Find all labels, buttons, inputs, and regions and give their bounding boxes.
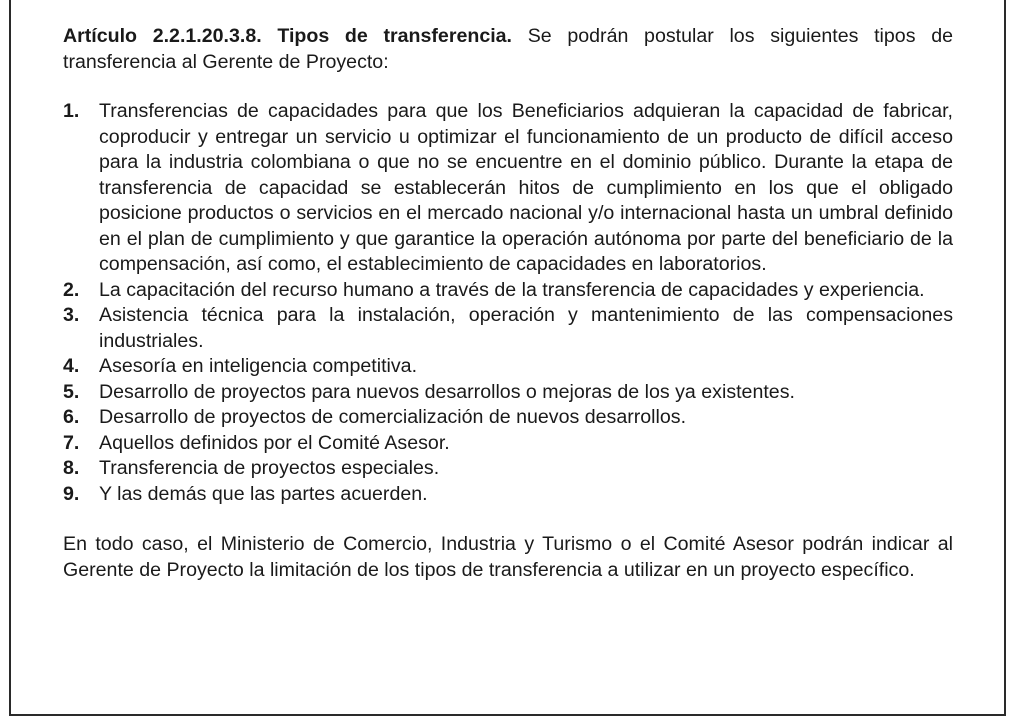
transfer-types-list <box>63 99 953 507</box>
list-item <box>63 405 953 431</box>
list-item-number: 8. <box>63 457 80 479</box>
list-item <box>63 482 953 508</box>
list-item <box>63 380 953 406</box>
article-intro <box>63 24 953 75</box>
list-item-number: 1. <box>63 100 80 122</box>
list-item-text: Desarrollo de proyectos para nuevos desarrollos o mejoras de los ya existentes. <box>99 380 795 403</box>
list-item <box>63 431 953 457</box>
list-item-text: Desarrollo de proyectos de comercialización de nuevos desarrollos. <box>99 406 687 428</box>
list-item-text: Transferencias de capacidades para que los Beneficiarios adquieran la capacidad de fabricar, coproducir y entregar un servicio u optimizar el funcionamiento de un producto de difícil acceso para la industria colombiana o que no se encuentre en el dominio público. Durante la etapa de transferencia de capacidad se establecerán hitos de cumplimiento en los que el obligado posicione productos o servicios en el mercado nacional y/o internacional hasta un umbral definido en el plan de cumplimiento y que garantice la operación autónoma por parte del beneficiario de la compensación, así como, el establecimiento de capacidades en laboratorios. <box>99 100 953 275</box>
list-item <box>63 278 953 304</box>
list-item <box>63 303 953 354</box>
list-item-number: 5. <box>63 380 80 403</box>
article-intro-text: Se podrán postular los siguientes tipos de transferencia al Gerente de Proyecto: <box>63 25 953 73</box>
closing-paragraph: En todo caso, el Ministerio de Comercio, Industria y Turismo o el Comité Asesor podrán indicar al Gerente de Proyecto la limitación de los tipos de transferencia a utilizar en un proyecto específico. <box>63 533 953 581</box>
article-heading: Artículo 2.2.1.20.3.8. Tipos de transferencia. <box>63 25 512 47</box>
list-item-number: 2. <box>63 278 80 301</box>
list-item-text: Asistencia técnica para la instalación, operación y mantenimiento de las compensaciones industriales. <box>99 304 953 352</box>
list-item-text: Asesoría en inteligencia competitiva. <box>99 355 418 377</box>
list-item-text: Aquellos definidos por el Comité Asesor. <box>99 431 450 454</box>
list-item <box>63 99 953 278</box>
list-item-number: 4. <box>63 355 80 377</box>
list-item-number: 9. <box>63 482 80 505</box>
document-body <box>63 24 953 583</box>
list-item <box>63 456 953 482</box>
list-item-text: Transferencia de proyectos especiales. <box>99 457 440 479</box>
list-item-text: Y las demás que las partes acuerden. <box>99 482 428 505</box>
list-item-number: 6. <box>63 406 80 428</box>
list-item-number: 3. <box>63 304 80 326</box>
list-item-text: La capacitación del recurso humano a través de la transferencia de capacidades y experiencia. <box>99 278 925 301</box>
list-item-number: 7. <box>63 431 80 454</box>
list-item <box>63 354 953 380</box>
